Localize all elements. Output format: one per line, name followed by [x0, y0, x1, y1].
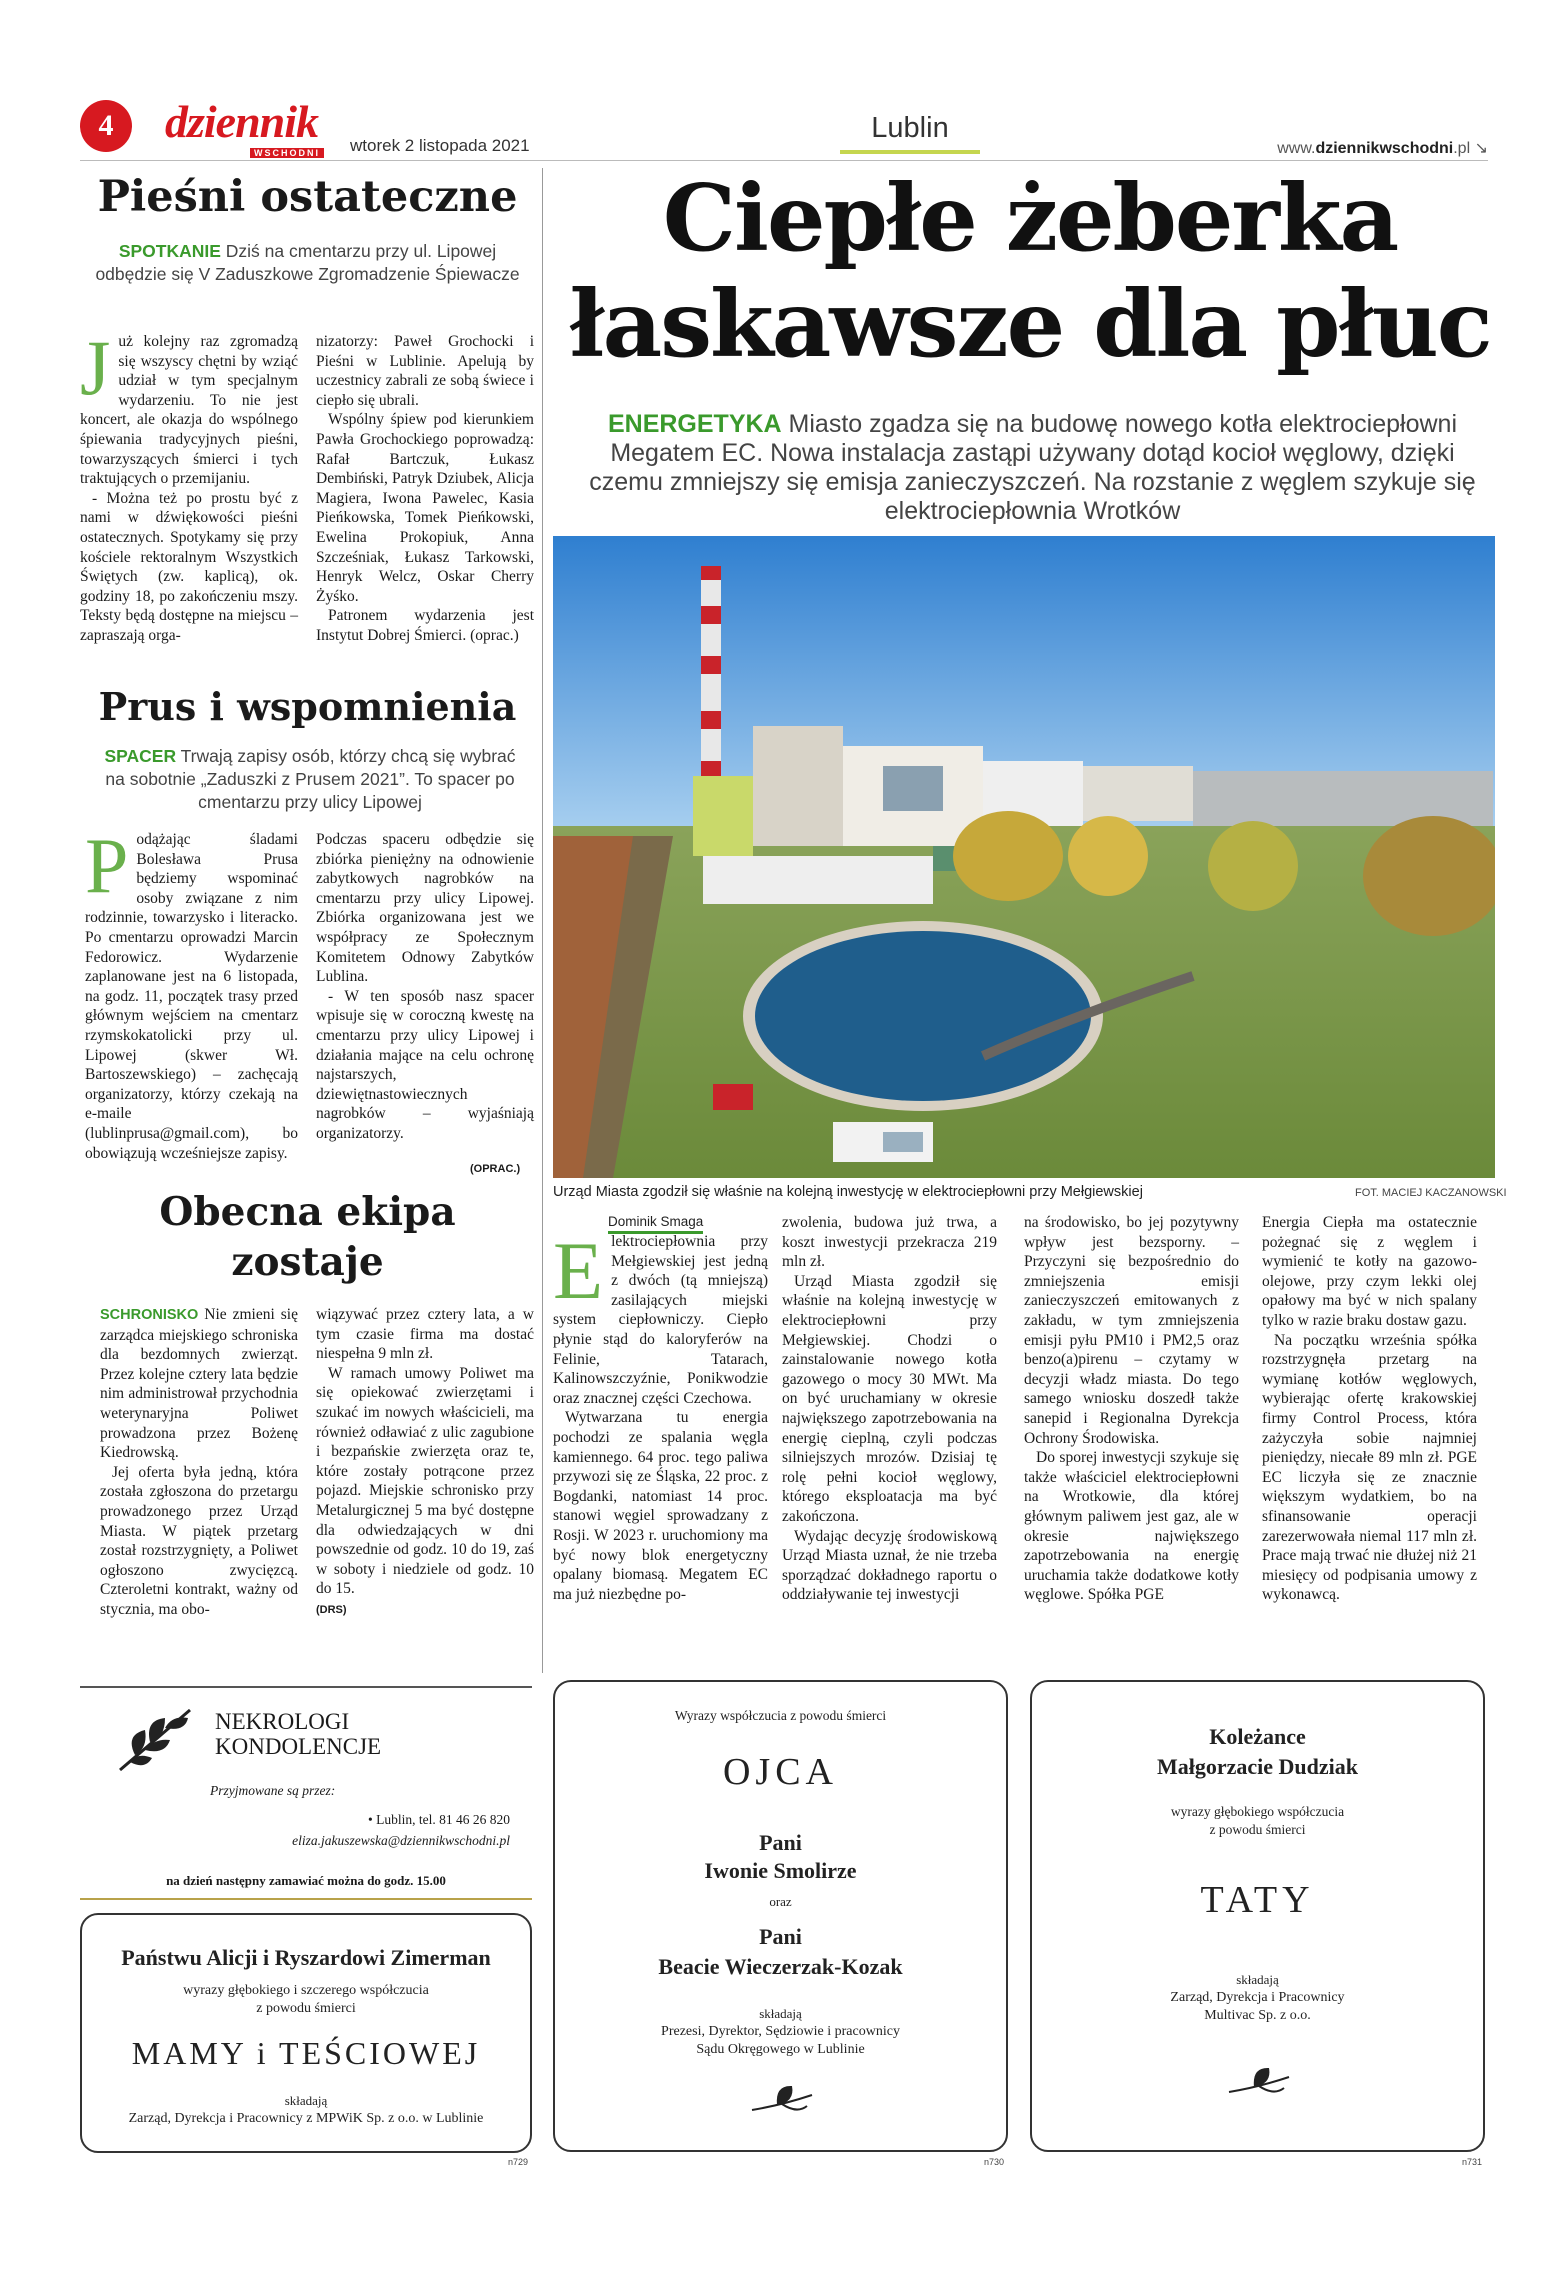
byline: Dominik Smaga: [608, 1214, 703, 1234]
article-column: Elektrociepłownia przy Mełgiewskiej jest jedną z dwóch (tą mniejszą) zasilających miejski system ciepłowniczy. Ciepło płynie stąd do kaloryferów na Felinie, Tatarach, Kalinowszczyźnie, Ponikwodzie oraz znacznej części Czechowa. Wytwarzana tu energia pochodzi ze spalania węgla kamiennego. 64 proc. tego paliwa przywozi się ze Śląska, 22 proc. z Bogdanki, natomiast 14 proc. stanowi węgiel sprowadzany z Rosji. W 2023 r. uruchomiony ma być nowy blok energetyczny opalany biomasą. Megatem EC ma już niezbędne po-: [553, 1225, 768, 1603]
main-lead: ENERGETYKA Miasto zgadza się na budowę nowego kotła elektrociepłowni Megatem EC. Nowa instalacja zastąpi używany dotąd kocioł węglowy, dzięki czemu zmniejszy się emisja zanieczyszczeń. Na rozstanie z węglem szykuje się elektrociepłownia Wrotków: [589, 410, 1476, 525]
ad-code: n730: [984, 2157, 1005, 2167]
article-lead: SPOTKANIE Dziś na cmentarzu przy ul. Lipowej odbędzie się V Zaduszkowe Zgromadzenie Śpiewacze: [95, 241, 520, 284]
article-column: Już kolejny raz zgromadzą się wszyscy chętni by wziąć udział w tym specjalnym wydarzeniu. To nie jest koncert, ale okazja do wspólnego śpiewania tradycyjnych pieśni, towarzyszących śmierci i tych traktujących o przemijaniu. - Można też po prostu być z nami w dźwiękowości pieśni ostatecznych. Spotykamy się przy kościele rektoralnym Wszystkich Świętych (zw. kaplicą), ok. godziny 18, po zakończeniu mszy. Teksty będą dostępne na miejscu – zapraszają orga-: [80, 324, 298, 644]
article-title: Pieśni ostateczne: [97, 172, 518, 222]
main-photo: [553, 536, 1495, 1178]
page-number: 4: [80, 100, 132, 152]
photo-credit: FOT. MACIEJ KACZANOWSKI: [1355, 1187, 1507, 1199]
article-lead: SPACER Trwają zapisy osób, którzy chcą się wybrać na sobotnie „Zaduszki z Prusem 2021”. To spacer po cmentarzu przy ulicy Lipowej: [104, 746, 516, 812]
article-column: Energia Ciepła ma ostatecznie pożegnać się z węglem i wymienić te kotły na gazowo-olejowe, przy czym lekki olej opałowy ma być w nich spalany tylko w razie braku dostaw gazu. Na początku września spółka rozstrzygnęła przetarg na wymianę kotłów węglowych, wybierając ofertę krakowskiej firmy Control Process, która zażyczyła sobie najmniej pieniędzy, niecałe 89 mln zł. PGE EC liczyła się ze znacznie większym wydatkiem, bo na sfinansowanie operacji zarezerwowała niemal 117 mln zł. Prace mają trwać nie dłużej niż 21 miesięcy od podpisania umowy z wykonawcą.: [1262, 1214, 1477, 1604]
article-column: SCHRONISKO Nie zmieni się zarządca miejskiego schroniska dla bezdomnych zwierząt. Przez kolejne cztery lata będzie nim administrował przychodnia weterynaryjna Poliwet prowadzona przez Bożenę Kiedrowską. Jej oferta była jedną, która została zgłoszona do przetargu prowadzonego przez Urząd Miasta. W piątek przetarg został rozstrzygnięty, a Poliwet ogłoszono zwycięzcą. Czteroletni kontrakt, ważny od stycznia, ma obo-: [100, 1306, 298, 1618]
section-name: Lublin: [871, 112, 949, 144]
nekrologi-accepted: Przyjmowane są przez:: [210, 1783, 336, 1798]
section-bar: [840, 150, 980, 154]
nekrologi-email[interactable]: eliza.jakuszewska@dziennikwschodni.pl: [292, 1833, 510, 1848]
article-title: Obecna ekipa zostaje: [159, 1189, 456, 1285]
issue-date: wtorek 2 listopada 2021: [350, 136, 530, 155]
ad-code: n731: [1462, 2157, 1483, 2167]
article-column: zwolenia, budowa już trwa, a koszt inwestycji przekracza 219 mln zł. Urząd Miasta zgodził się właśnie na kolejną inwestycję w elektrociepłowni przy Mełgiewskiej. Chodzi o zainstalowanie nowego kotła gazowego o mocy 30 MWt. Ma on być uruchamiany w okresie największego zapotrzebowania na energię cieplną, czyli podczas silniejszych mrozów. Dzisiaj tę rolę pełni kocioł węglowy, którego eksploatacja ma być zakończona. Wydając decyzję środowiskową Urząd Miasta uznał, że nie trzeba sporządzać dokładnego raportu o oddziaływanie tej inwestycji: [782, 1214, 997, 1604]
leaf-branch-icon: [110, 1700, 200, 1780]
nekrologi-rule: [80, 1686, 532, 1688]
newspaper-logo: dziennik: [165, 96, 319, 147]
nekrologi-deadline: na dzień następny zamawiać można do godz. 15.00: [166, 1873, 446, 1888]
column-divider: [542, 168, 543, 1673]
article-column: nizatorzy: Paweł Grochocki i Pieśni w Lublinie. Apelują by uczestnicy zabrali ze sobą świece i ciepło się ubrali. Wspólny śpiew pod kierunkiem Pawła Grochockiego poprowadzą: Rafał Bartczuk, Łukasz Dembiński, Patryk Dziubek, Alicja Magiera, Iwona Pawelec, Kasia Pieńkowska, Tomek Pieńkowski, Ewelina Prokopiuk, Anna Szcześniak, Łukasz Tarkowski, Henryk Welcz, Oskar Cherry Żyśko. Patronem wydarzenia jest Instytut Dobrej Śmierci. (oprac.): [316, 333, 534, 644]
dropcap: E: [553, 1225, 604, 1316]
site-url[interactable]: www.dziennikwschodni.pl ↘: [1277, 140, 1488, 157]
power-plant-photo: [553, 536, 1495, 1178]
article-signature: (OPRAC.): [470, 1163, 521, 1175]
article-title: Prus i wspomnienia: [98, 684, 517, 729]
ad-code: n729: [508, 2157, 529, 2167]
dropcap: J: [80, 324, 111, 411]
flower-icon: [747, 2080, 817, 2120]
article-column: na środowisko, bo jej pozytywny wpływ jest bezsporny. – Przyczyni się bezpośrednio do zmniejszenia emisji zanieczyszczeń emitowanych z zakładu, w tym zmniejszenia emisji pyłu PM10 i PM2,5 oraz benzo(a)pirenu – czytamy w decyzji władz miasta. Do tego samego wniosku doszedł także sanepid i Regionalna Dyrekcja Ochrony Środowiska. Do sporej inwestycji szykuje się także właściciel elektrociepłowni na Wrotkowie, dla której głównym paliwem jest gaz, ale w okresie największego zapotrzebowania na energię uruchamia także dodatkowe kotły węglowe. Spółka PGE: [1024, 1214, 1239, 1604]
article-column: wiązywać przez cztery lata, a w tym czasie firma ma dostać niespełna 9 mln zł. W ramach umowy Poliwet ma się opiekować zwierzętami i szukać im nowych właścicieli, ma również odławiać z ulic zagubione i bezpańskie zwierzęta oraz te, które zostały potrącone przez pojazd. Miejskie schronisko przy Metalurgicznej 5 ma być dostępne dla odwiedzających w dni powszednie od godz. 10 do 19, zaś w soboty i niedziele od godz. 10 do 15. (DRS): [316, 1306, 534, 1616]
nekrologi-title: NEKROLOGI KONDOLENCJE: [215, 1709, 382, 1759]
obituary-ad: Wyrazy współczucia z powodu śmierci OJCA Pani Iwonie Smolirze oraz Pani Beacie Wieczerzak-Kozak składają Prezesi, Dyrektor, Sędziowie i pracownicy Sądu Okręgowego w Lublinie: [553, 1680, 1008, 2152]
nekrologi-block: [80, 1695, 532, 1895]
photo-caption: Urząd Miasta zgodził się właśnie na kolejną inwestycję w elektrociepłowni przy Mełgiewskiej: [553, 1184, 1143, 1200]
header-rule: [80, 160, 1488, 161]
cursor-icon: ↘: [1470, 140, 1488, 157]
nekrologi-rule: [80, 1898, 532, 1900]
nekrologi-phone: • Lublin, tel. 81 46 26 820: [368, 1812, 510, 1827]
dropcap: P: [85, 822, 129, 909]
obituary-ad: Państwu Alicji i Ryszardowi Zimerman wyrazy głębokiego i szczerego współczucia z powodu śmierci MAMY i TEŚCIOWEJ składają Zarząd, Dyrekcja i Pracownicy z MPWiK Sp. z o.o. w Lublinie: [80, 1913, 532, 2153]
newspaper-logo-sub: WSCHODNI: [250, 148, 324, 158]
article-signature: (DRS): [316, 1603, 347, 1616]
main-headline: Ciepłe żeberka łaskawsze dla płuc: [569, 164, 1491, 378]
article-column: Podczas spaceru odbędzie się zbiórka pieniężny na odnowienie zabytkowych nagrobków na cmentarzu przy ulicy Lipowej. Zbiórka organizowana jest we współpracy ze Społecznym Komitetem Odnowy Zabytków Lublina. - W ten sposób nasz spacer wpisuje się w coroczną kwestę na cmentarzu przy ulicy Lipowej i działania mające na celu ochronę najstarszych, dziewiętnastowiecznych nagrobków – wyjaśniają organizatorzy.: [316, 831, 534, 1142]
obituary-ad: Koleżance Małgorzacie Dudziak wyrazy głębokiego współczucia z powodu śmierci TATY składają Zarząd, Dyrekcja i Pracownicy Multivac Sp. z o.o.: [1030, 1680, 1485, 2152]
article-column: Podążając śladami Bolesława Prusa będziemy wspominać osoby związane z nim rodzinnie, towarzysko i literacko. Po cmentarzu oprowadzi Marcin Fedorowicz. Wydarzenie zaplanowane jest na 6 listopada, na godz. 11, początek trasy przed głównym wejściem na cmentarz rzymskokatolicki przy ul. Lipowej (skwer Wł. Bartoszewskiego) – zachęcają organizatorzy, którzy czekają na e-maile (lublinprusa@gmail.com), bo obowiązują wcześniejsze zapisy.: [85, 822, 298, 1162]
flower-icon: [1224, 2062, 1294, 2102]
